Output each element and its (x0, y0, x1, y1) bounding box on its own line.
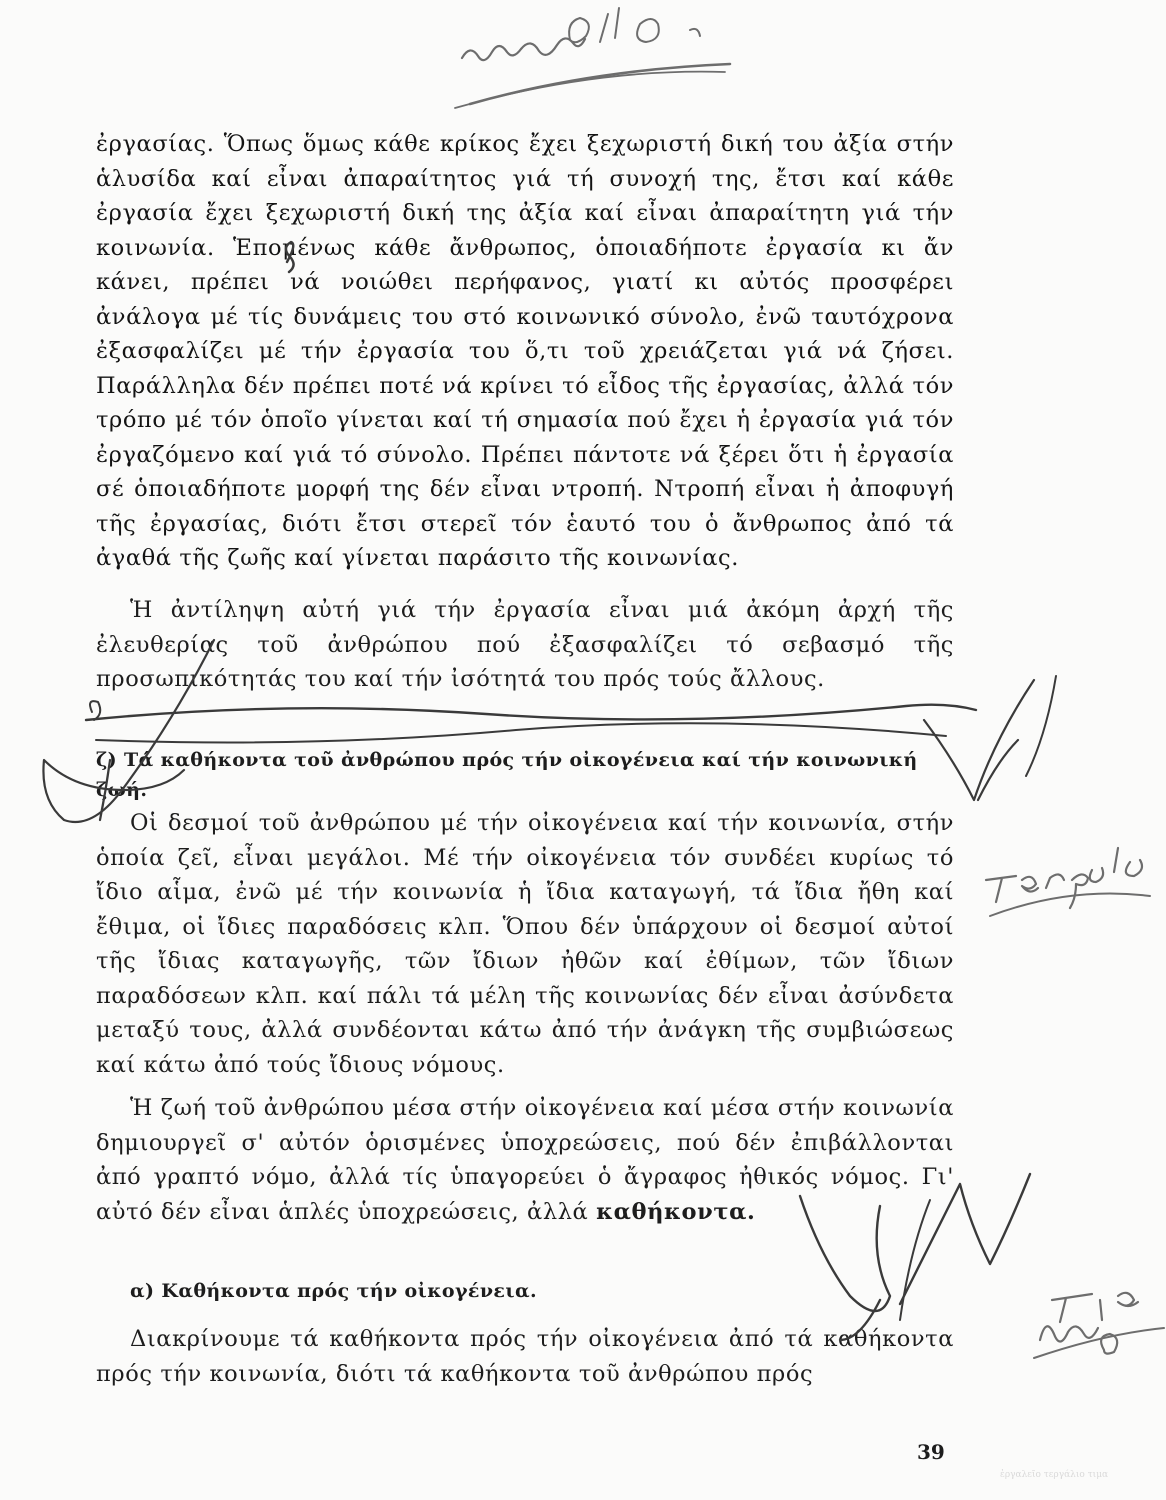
paragraph-4-bold-term: καθήκοντα. (596, 1198, 756, 1225)
handwriting-legend (1000, 1470, 1108, 1480)
paragraph-1-part-b: Ἑπομένως κάθε ἄνθρωπος, ὁποιαδήποτε ἐργασία κι ἄν κάνει, πρέπει νά νοιώθει περήφανος, γιατί κι αὐτός προσφέρει ἀνάλογα μέ τίς δυνάμεις του στό κοινωνικό σύνολο, ἐνῶ ταυτόχρονα ἐξασφαλίζει μέ τήν ἐργασία του ὅ,τι τοῦ χρειάζεται γιά νά ζήσει. Παράλληλα δέν πρέπει ποτέ νά κρίνει τό εἶδος τῆς ἐργασίας, ἀλλά τόν τρόπο μέ τόν ὁποῖο γίνεται καί τή σημασία πού ἔχει ἡ ἐργασία γιά τόν ἐργαζόμενο καί γιά τό σύνολο. Πρέπει πάντοτε νά ξέρει ὅτι ἡ ἐργασία σέ ὁποιαδήποτε μορφή της δέν εἶναι ντροπή. Ντροπή εἶναι ἡ ἀποφυγή τῆς ἐργασίας, διότι ἔτσι στερεῖ τόν ἑαυτό του ὁ ἄνθρωπος ἀπό τά ἀγαθά τῆς ζωῆς καί γίνεται παράσιτο τῆς κοινωνίας. (96, 234, 954, 571)
paragraph-1-part-a: ἐργασίας. Ὅπως ὅμως κάθε κρίκος ἔχει ξεχωριστή δική του ἀξία στήν ἁλυσίδα καί εἶναι ἀπαραίτητος γιά τή συνοχή της, ἔτσι καί κάθε ἐργασία ἔχει ξεχωριστή δική της ἀξία καί εἶναι ἀπαραίτητη γιά τήν κοινωνία. (96, 131, 954, 261)
top-handwritten-note (455, 8, 730, 108)
paragraph-1 (96, 127, 954, 576)
handwriting-right-text: τεργάλιο (1043, 1470, 1085, 1480)
handwriting-bottom-text: τιμα (1087, 1470, 1109, 1480)
right-handwritten-note (986, 848, 1150, 916)
paragraph-work-value (96, 127, 954, 576)
paragraph-4 (96, 1091, 954, 1229)
section-heading-block (96, 745, 954, 805)
section-heading: ζ) Τά καθήκοντα τοῦ ἀνθρώπου πρός τήν οἰκογένεια καί τήν κοινωνική ζωή. (96, 749, 918, 801)
paragraph-2: Ἡ ἀντίληψη αὐτή γιά τήν ἐργασία εἶναι μιά ἀκόμη ἀρχή τῆς ἐλευθερίας τοῦ ἀνθρώπου πού ἐξασφαλίζει τό σεβασμό τῆς προσωπικότητάς του καί τήν ἰσότητά του πρός τούς ἄλλους. (96, 597, 954, 692)
subheading-family: α) Καθήκοντα πρός τήν οἰκογένεια. (130, 1280, 537, 1302)
paragraph-5: Διακρίνουμε τά καθήκοντα πρός τήν οἰκογένεια ἀπό τά καθήκοντα πρός τήν κοινωνία, διότι τά καθήκοντα τοῦ ἀνθρώπου πρός (96, 1326, 954, 1387)
paragraph-4-text: Ἡ ζωή τοῦ ἀνθρώπου μέσα στήν οἰκογένεια καί μέσα στήν κοινωνία δημιουργεῖ σ' αὐτόν ὁρισμένες ὑποχρεώσεις, πού δέν ἐπιβάλλονται ἀπό γραπτό νόμο, ἀλλά τίς ὑπαγορεύει ὁ ἄγραφος ἠθικός νόμος. Γι' αὐτό δέν εἶναι ἁπλές ὑποχρεώσεις, ἀλλά (96, 1095, 954, 1225)
bottom-right-handwritten-note (1034, 1293, 1164, 1358)
paragraph-obligations (96, 1091, 954, 1229)
paragraph-freedom (96, 593, 954, 697)
paragraph-3: Οἱ δεσμοί τοῦ ἀνθρώπου μέ τήν οἰκογένεια καί τήν κοινωνία, στήν ὁποία ζεῖ, εἶναι μεγάλοι. Μέ τήν οἰκογένεια τόν συνδέει κυρίως τό ἴδιο αἷμα, ἐνῶ μέ τήν κοινωνία ἡ ἴδια καταγωγή, τά ἴδια ἤθη καί ἔθιμα, οἱ ἴδιες παραδόσεις κλπ. Ὅπου δέν ὑπάρχουν οἱ δεσμοί αὐτοί τῆς ἴδιας καταγωγῆς, τῶν ἴδιων ἠθῶν καί ἐθίμων, τῶν ἴδιων παραδόσεων κλπ. καί πάλι τά μέλη τῆς κοινωνίας δέν εἶναι ἀσύνδετα μεταξύ τους, ἀλλά συνδέονται κάτω ἀπό τήν ἀνάγκη τῆς συμβιώσεως καί κάτω ἀπό τούς ἴδιους νόμους. (96, 810, 954, 1078)
subheading-block (96, 1276, 954, 1306)
paragraph-distinction (96, 1322, 954, 1391)
paragraph-bonds (96, 806, 954, 1082)
handwriting-top-text: ἐργαλεῖο (1000, 1470, 1041, 1480)
page-number: 39 (917, 1440, 945, 1464)
